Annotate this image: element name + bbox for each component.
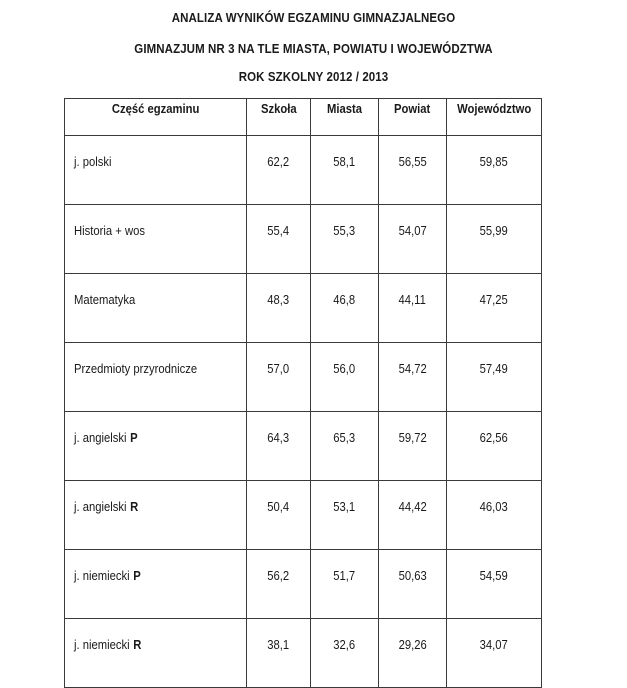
city-score-cell: 58,1 <box>311 136 379 205</box>
city-score-cell: 53,1 <box>311 481 379 550</box>
voivodeship-score-cell: 46,03 <box>447 481 542 550</box>
school-score-cell: 62,2 <box>247 136 311 205</box>
county-score-cell: 54,72 <box>379 343 447 412</box>
subject-label: j. polski <box>74 155 112 169</box>
subject-cell <box>65 412 247 481</box>
county-score-cell: 59,72 <box>379 412 447 481</box>
subject-label: j. angielski <box>74 431 127 445</box>
subject-label: j. niemiecki <box>74 638 130 652</box>
city-score-cell: 56,0 <box>311 343 379 412</box>
city-score-cell: 51,7 <box>311 550 379 619</box>
school-year: ROK SZKOLNY 2012 / 2013 <box>238 70 389 84</box>
table-row <box>65 619 542 688</box>
school-score-cell: 50,4 <box>247 481 311 550</box>
subject-label: j. niemiecki <box>74 569 130 583</box>
county-score-cell: 44,11 <box>379 274 447 343</box>
voivodeship-score-cell: 62,56 <box>447 412 542 481</box>
subject-cell <box>65 481 247 550</box>
voivodeship-score-cell: 34,07 <box>447 619 542 688</box>
school-score-cell: 57,0 <box>247 343 311 412</box>
table-row <box>65 205 542 274</box>
subject-label: Historia + wos <box>74 224 145 238</box>
table-header-row <box>65 99 542 136</box>
subject-cell <box>65 550 247 619</box>
school-score-cell: 38,1 <box>247 619 311 688</box>
city-score-cell: 46,8 <box>311 274 379 343</box>
voivodeship-score-cell: 54,59 <box>447 550 542 619</box>
column-header-city: Miasta <box>311 99 379 136</box>
column-header-school: Szkoła <box>247 99 311 136</box>
column-header-voivodeship: Województwo <box>447 99 542 136</box>
table-row <box>65 136 542 205</box>
table-row <box>65 274 542 343</box>
subject-label: Matematyka <box>74 293 136 307</box>
school-score-cell: 55,4 <box>247 205 311 274</box>
county-score-cell: 29,26 <box>379 619 447 688</box>
exam-level-label: P <box>133 569 141 583</box>
subject-cell <box>65 274 247 343</box>
subject-label: j. angielski <box>74 500 127 514</box>
county-score-cell: 44,42 <box>379 481 447 550</box>
table-row <box>65 343 542 412</box>
table-row <box>65 550 542 619</box>
subject-cell <box>65 136 247 205</box>
exam-level-label: R <box>130 500 139 514</box>
column-header-county: Powiat <box>379 99 447 136</box>
exam-level-label: R <box>133 638 142 652</box>
voivodeship-score-cell: 59,85 <box>447 136 542 205</box>
subject-cell <box>65 343 247 412</box>
exam-level-label: P <box>130 431 138 445</box>
document-subtitle: GIMNAZJUM NR 3 NA TLE MIASTA, POWIATU I WOJEWÓDZTWA <box>134 42 493 56</box>
county-score-cell: 54,07 <box>379 205 447 274</box>
subject-cell <box>65 619 247 688</box>
table-row <box>65 412 542 481</box>
results-table <box>64 98 542 688</box>
voivodeship-score-cell: 47,25 <box>447 274 542 343</box>
school-score-cell: 64,3 <box>247 412 311 481</box>
city-score-cell: 65,3 <box>311 412 379 481</box>
document-title: ANALIZA WYNIKÓW EGZAMINU GIMNAZJALNEGO <box>171 11 456 25</box>
column-header-subject: Część egzaminu <box>65 99 247 136</box>
county-score-cell: 50,63 <box>379 550 447 619</box>
county-score-cell: 56,55 <box>379 136 447 205</box>
school-score-cell: 56,2 <box>247 550 311 619</box>
table-row <box>65 481 542 550</box>
subject-cell <box>65 205 247 274</box>
voivodeship-score-cell: 55,99 <box>447 205 542 274</box>
city-score-cell: 55,3 <box>311 205 379 274</box>
school-score-cell: 48,3 <box>247 274 311 343</box>
city-score-cell: 32,6 <box>311 619 379 688</box>
voivodeship-score-cell: 57,49 <box>447 343 542 412</box>
subject-label: Przedmioty przyrodnicze <box>74 362 198 376</box>
